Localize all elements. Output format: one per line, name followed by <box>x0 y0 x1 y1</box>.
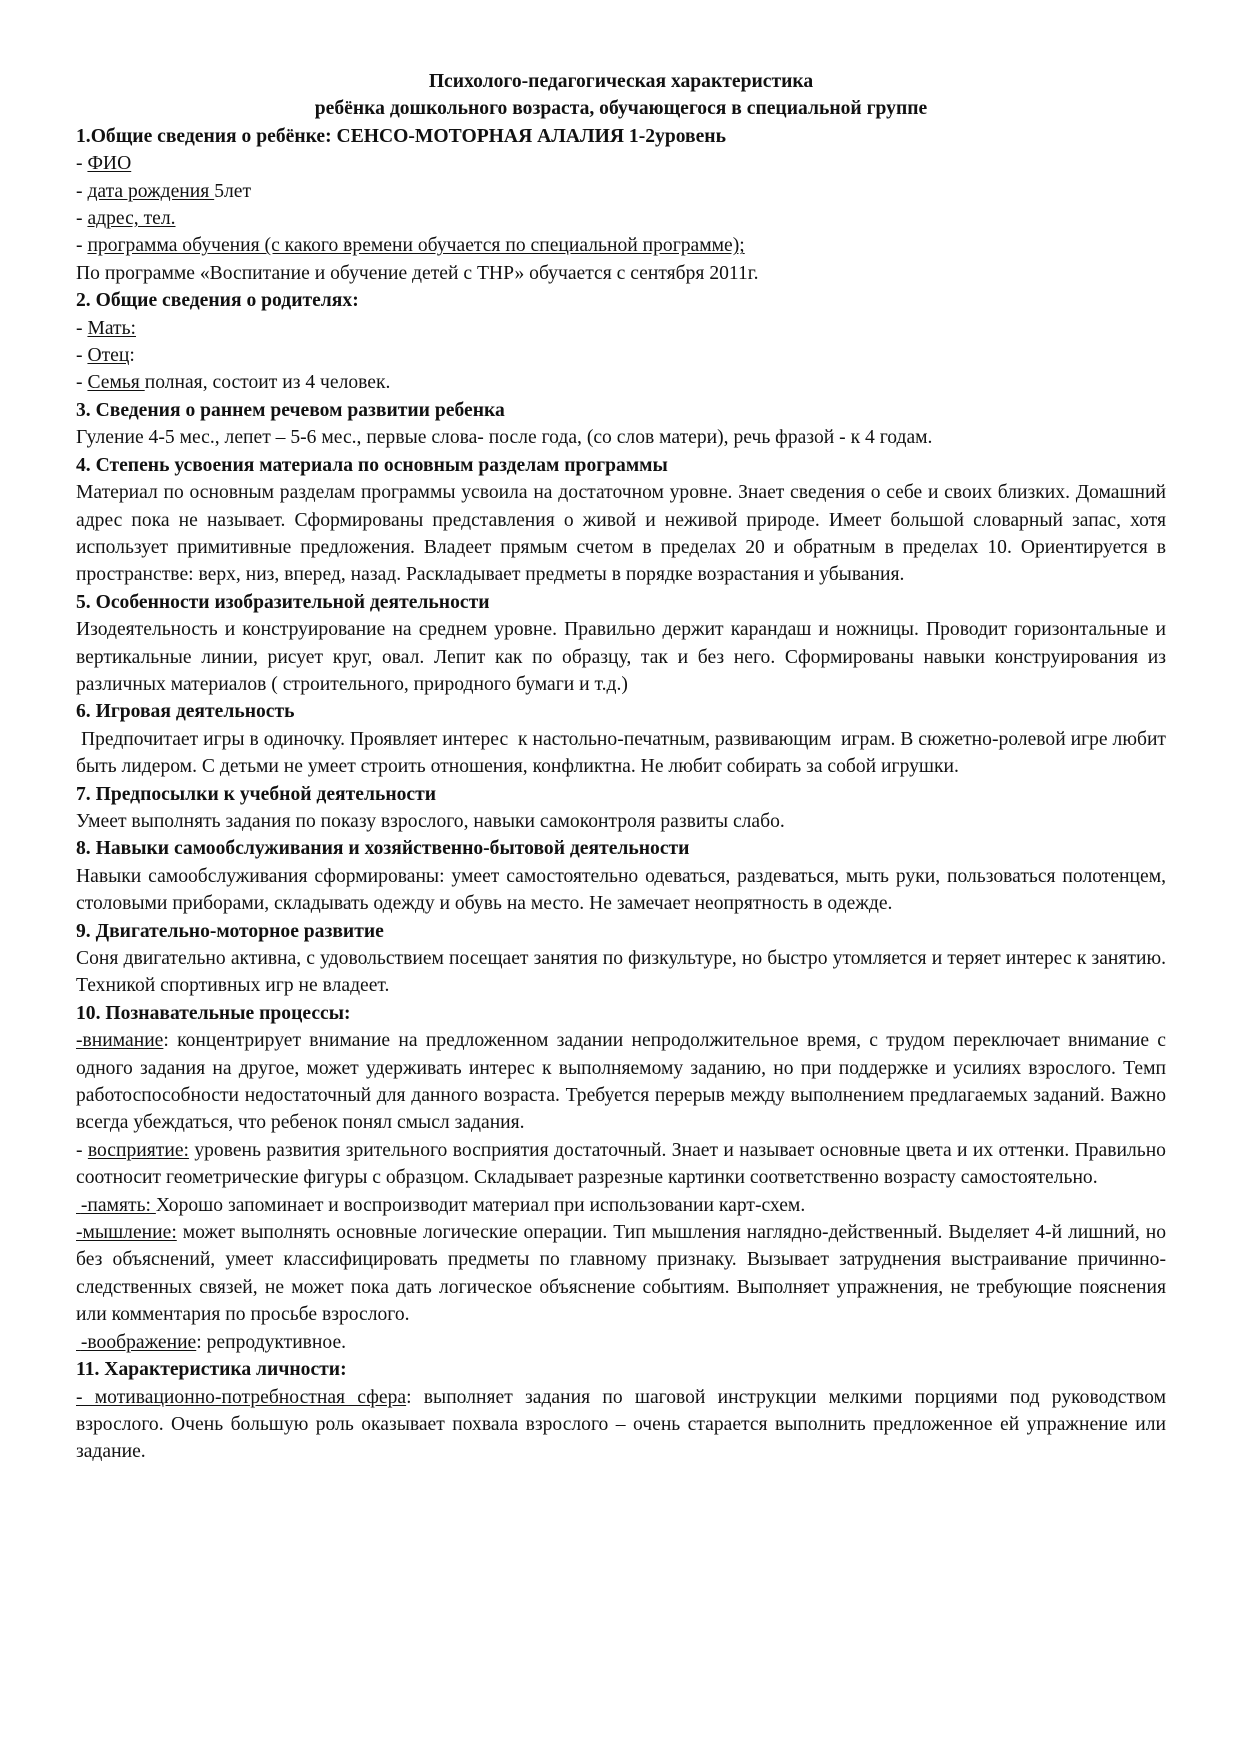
section-4-heading: 4. Степень усвоения материала по основным разделам программы <box>76 454 668 476</box>
section-7-text: Умеет выполнять задания по показу взрослого, навыки самоконтроля развиты слабо. <box>76 810 785 832</box>
address-label: адрес, тел. <box>87 208 176 230</box>
program-label: программа обучения (с какого времени обучается по специальной программе); <box>87 235 745 257</box>
thinking-label: -мышление: <box>76 1222 177 1244</box>
perception-label: восприятие: <box>87 1139 189 1161</box>
section-7-heading: 7. Предпосылки к учебной деятельности <box>76 783 437 805</box>
imagination-paragraph <box>76 1329 1166 1356</box>
family-text: полная, состоит из 4 человек. <box>144 372 391 394</box>
thinking-paragraph <box>76 1219 1166 1329</box>
fio-label: ФИО <box>87 153 132 175</box>
dob-value: 5лет <box>214 180 252 202</box>
program-text: По программе «Воспитание и обучение детей с ТНР» обучается с сентября 2011г. <box>76 262 759 284</box>
title-line-1: Психолого-педагогическая характеристика <box>428 71 814 92</box>
section-6-heading: 6. Игровая деятельность <box>76 701 295 723</box>
imagination-label: -воображение <box>76 1331 197 1353</box>
dob-label: дата рождения <box>87 180 215 202</box>
attention-paragraph <box>76 1027 1166 1137</box>
title-line-2: ребёнка дошкольного возраста, обучающегося в специальной группе <box>314 98 928 120</box>
section-8-heading: 8. Навыки самообслуживания и хозяйственно-бытовой деятельности <box>76 838 690 860</box>
section-2-heading: 2. Общие сведения о родителях: <box>76 290 359 312</box>
dob-line: - дата рождения 5лет <box>76 180 252 202</box>
father-colon: : <box>129 345 135 367</box>
thinking-text: может выполнять основные логические операции. Тип мышления наглядно-действенный. Выделяет 4-й лишний, но без объяснений, умеет классифицировать предметы по главному признаку. Вызывает затруднения выстраивание причинно-следственных связей, не может пока дать логическое объяснение событиям. Выполняет упражнения, не требующие пояснения или комментария по просьбе взрослого. <box>76 1222 1166 1326</box>
mother-label: Мать: <box>87 317 136 339</box>
section-5-heading: 5. Особенности изобразительной деятельности <box>76 591 490 613</box>
motivation-label: - мотивационно-потребностная сфера <box>76 1386 407 1408</box>
address-line: - адрес, тел. <box>76 208 176 230</box>
section-3-heading: 3. Сведения о раннем речевом развитии ребенка <box>76 399 505 421</box>
section-11-heading: 11. Характеристика личности: <box>76 1359 347 1381</box>
father-label: Отец <box>87 345 130 367</box>
section-3-text: Гуление 4-5 мес., лепет – 5-6 мес., первые слова- после года, (со слов матери), речь фразой - к 4 годам. <box>76 427 933 449</box>
mother-line: - Мать: <box>76 317 136 339</box>
father-line: - Отец: <box>76 345 135 367</box>
section-8-text: Навыки самообслуживания сформированы: умеет самостоятельно одеваться, раздеваться, мыть руки, пользоваться полотенцем, столовыми приборами, складывать одежду и обувь на место. Не замечает неопрятность в одежде. <box>76 865 1166 915</box>
attention-label: -внимание <box>76 1030 164 1052</box>
section-9-text: Соня двигательно активна, с удовольствием посещает занятия по физкультуре, но быстро утомляется и теряет интерес к занятию. Техникой спортивных игр не владеет. <box>76 948 1166 997</box>
perception-paragraph <box>76 1137 1166 1192</box>
family-line: - Семья полная, состоит из 4 человек. <box>76 372 391 394</box>
memory-label: -память: <box>76 1194 156 1216</box>
family-label: Семья <box>87 372 145 394</box>
memory-text: Хорошо запоминает и воспроизводит материал при использовании карт-схем. <box>155 1194 806 1216</box>
document-page <box>76 68 1171 1466</box>
section-9-heading: 9. Двигательно-моторное развитие <box>76 920 384 942</box>
imagination-text: : репродуктивное. <box>196 1331 347 1353</box>
fio-line: - ФИО <box>76 153 132 175</box>
section-4-text: Материал по основным разделам программы усвоила на достаточном уровне. Знает сведения о себе и своих близких. Домашний адрес пока не называет. Сформированы представления о живой и неживой природе. Имеет большой словарный запас, хотя использует примитивные предложения. Владеет прямым счетом в пределах 20 и обратным в пределах 10. Ориентируется в пространстве: верх, низ, вперед, назад. Раскладывает предметы в порядке возрастания и убывания. <box>76 482 1166 586</box>
section-1-heading: 1.Общие сведения о ребёнке: СЕНСО-МОТОРНАЯ АЛАЛИЯ 1-2уровень <box>76 125 726 147</box>
memory-paragraph <box>76 1192 1166 1219</box>
program-line: - программа обучения (с какого времени обучается по специальной программе); <box>76 235 745 257</box>
section-5-text: Изодеятельность и конструирование на среднем уровне. Правильно держит карандаш и ножницы. Проводит горизонтальные и вертикальные линии, рисует круг, овал. Лепит как по образцу, так и без него. Сформированы навыки конструирования из различных материалов ( строительного, природного бумаги и т.д.) <box>76 619 1166 695</box>
motivation-paragraph <box>76 1384 1166 1466</box>
attention-text: : концентрирует внимание на предложенном задании непродолжительное время, с трудом переключает внимание с одного задания на другое, может удерживать интерес к выполняемому заданию, но при поддержке и усилиях взрослого. Темп работоспособности недостаточный для данного возраста. Требуется перерыв между выполнением предлагаемых заданий. Важно всегда убеждаться, что ребенок понял смысл задания. <box>76 1030 1166 1134</box>
perception-text: уровень развития зрительного восприятия достаточный. Знает и называет основные цвета и их оттенки. Правильно соотносит геометрические фигуры с образцом. Складывает разрезные картинки соответственно возрасту самостоятельно. <box>76 1139 1166 1189</box>
section-6-text: Предпочитает игры в одиночку. Проявляет интерес к настольно-печатным, развивающим играм. В сюжетно-ролевой игре любит быть лидером. С детьми не умеет строить отношения, конфликтна. Не любит собирать за собой игрушки. <box>76 728 1171 778</box>
motivation-text: : выполняет задания по шаговой инструкции мелкими порциями под руководством взрослого. Очень большую роль оказывает похвала взрослого – очень старается выполнить предложенное ей упражнение или задание. <box>76 1386 1166 1463</box>
perception-prefix: - <box>76 1139 88 1161</box>
section-10-heading: 10. Познавательные процессы: <box>76 1002 351 1024</box>
